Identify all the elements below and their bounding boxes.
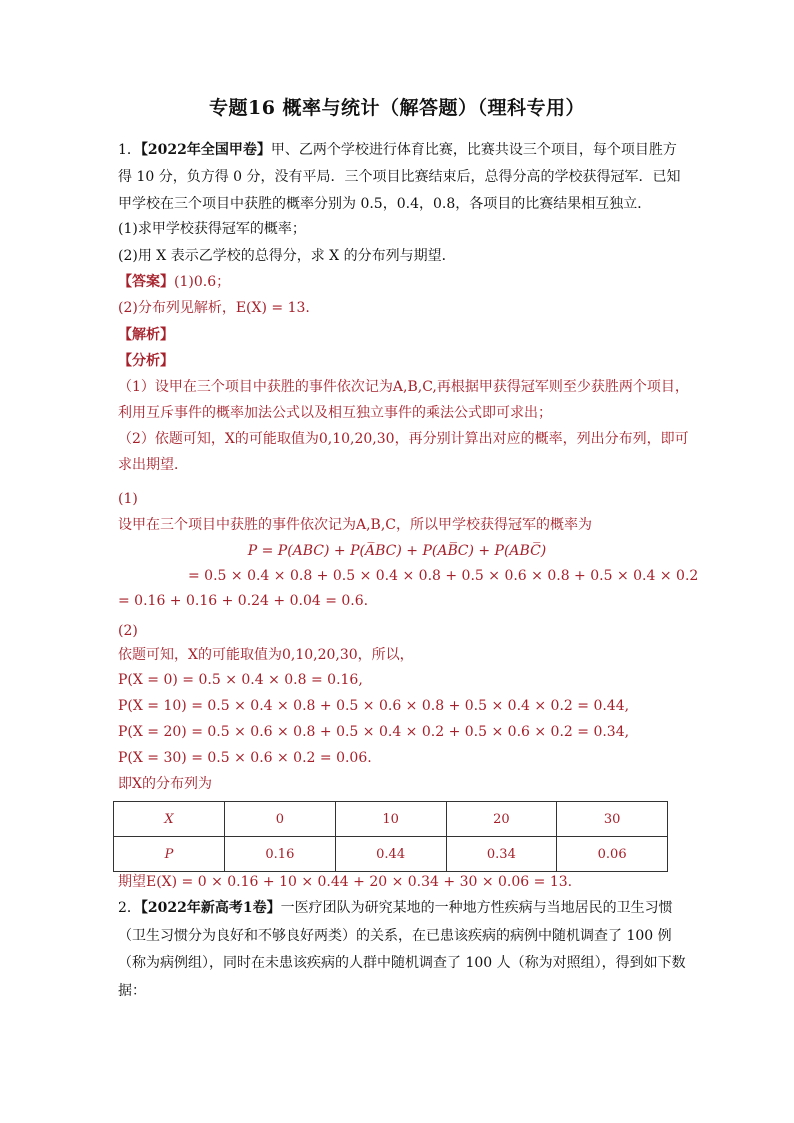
answer-part1: (1)0.6； (174, 274, 231, 290)
q2-number: 2． (118, 900, 141, 916)
sol1-equation-2: = 0.5 × 0.4 × 0.8 + 0.5 × 0.4 × 0.8 + 0.5 × 0.6 × 0.8 + 0.5 × 0.4 × 0.2 (188, 568, 699, 584)
page-title: 专题16 概率与统计（解答题）（理科专用） (208, 97, 586, 119)
fenxi-label: 【分析】 (118, 353, 174, 369)
q1-line3: 甲学校在三个项目中获胜的概率分别为 0.5，0.4，0.8，各项目的比赛结果相互独立． (118, 196, 652, 212)
sol1-equation-1: P = P(ABC) + P(A̅BC) + P(AB̅C) + P(ABC̅) (247, 543, 547, 559)
table-header-p: P (114, 837, 225, 872)
answer-label: 【答案】 (118, 274, 174, 290)
table-cell: 0.06 (557, 837, 668, 872)
fenxi-line3: （2）依题可知，X的可能取值为0,10,20,30，再分别计算出对应的概率，列出分布列，即可 (118, 431, 689, 447)
sol2-dist-intro: 即X的分布列为 (118, 776, 212, 792)
sol2-label: (2) (118, 623, 138, 639)
sol1-line1: 设甲在三个项目中获胜的事件依次记为A,B,C，所以甲学校获得冠军的概率为 (118, 517, 593, 533)
table-row-p (114, 837, 668, 872)
q1-part2: (2)用 X 表示乙学校的总得分，求 X 的分布列与期望． (118, 248, 456, 264)
sol1-equation-3: = 0.16 + 0.16 + 0.24 + 0.04 = 0.6. (118, 593, 369, 609)
fenxi-line4: 求出期望． (118, 457, 188, 473)
table-cell: 20 (446, 802, 557, 837)
fenxi-line1: （1）设甲在三个项目中获胜的事件依次记为A,B,C,再根据甲获得冠军则至少获胜两个项目， (118, 379, 689, 395)
q1-source: 【2022年全国甲卷】 (140, 142, 271, 158)
answer-part2: (2)分布列见解析，E(X) = 13. (118, 300, 310, 316)
q2-line1 (118, 898, 673, 918)
distribution-table (113, 801, 668, 872)
table-cell: 10 (335, 802, 446, 837)
q1-number: 1． (118, 142, 141, 158)
table-cell: 0.34 (446, 837, 557, 872)
q1-line1 (118, 140, 677, 160)
fenxi-line2: 利用互斥事件的概率加法公式以及相互独立事件的乘法公式即可求出； (118, 405, 552, 421)
answer-line1 (118, 272, 230, 292)
q2-source: 【2022年新高考1卷】 (140, 900, 281, 916)
table-cell: 30 (557, 802, 668, 837)
table-cell: 0 (225, 802, 336, 837)
sol2-p30: P(X = 30) = 0.5 × 0.6 × 0.2 = 0.06. (118, 750, 372, 766)
expectation-line: 期望E(X) = 0 × 0.16 + 10 × 0.44 + 20 × 0.34 + 30 × 0.06 = 13. (118, 874, 573, 890)
q2-line1-text: 一医疗团队为研究某地的一种地方性疾病与当地居民的卫生习惯 (280, 900, 673, 916)
sol2-p20: P(X = 20) = 0.5 × 0.6 × 0.8 + 0.5 × 0.4 × 0.2 + 0.5 × 0.6 × 0.2 = 0.34, (118, 724, 630, 740)
q2-line2: （卫生习惯分为良好和不够良好两类）的关系，在已患该疾病的病例中随机调查了 100 例 (118, 928, 672, 944)
q1-line2: 得 10 分，负方得 0 分，没有平局．三个项目比赛结束后，总得分高的学校获得冠军．已知 (118, 169, 681, 185)
table-cell: 0.44 (335, 837, 446, 872)
table-header-x: X (114, 802, 225, 837)
table-cell: 0.16 (225, 837, 336, 872)
q1-part1: (1)求甲学校获得冠军的概率； (118, 221, 306, 237)
sol2-p0: P(X = 0) = 0.5 × 0.4 × 0.8 = 0.16, (118, 672, 363, 688)
sol1-label: (1) (118, 491, 138, 507)
q2-line4: 据： (118, 983, 146, 999)
table-row-x (114, 802, 668, 837)
jiexi-label: 【解析】 (118, 327, 174, 343)
q1-line1-text: 甲、乙两个学校进行体育比赛，比赛共设三个项目，每个项目胜方 (270, 142, 677, 158)
q2-line3: （称为病例组），同时在未患该疾病的人群中随机调查了 100 人（称为对照组），得到如下数 (118, 955, 686, 971)
sol2-p10: P(X = 10) = 0.5 × 0.4 × 0.8 + 0.5 × 0.6 × 0.8 + 0.5 × 0.4 × 0.2 = 0.44, (118, 698, 630, 714)
sol2-line1: 依题可知，X的可能取值为0,10,20,30，所以， (118, 647, 414, 663)
